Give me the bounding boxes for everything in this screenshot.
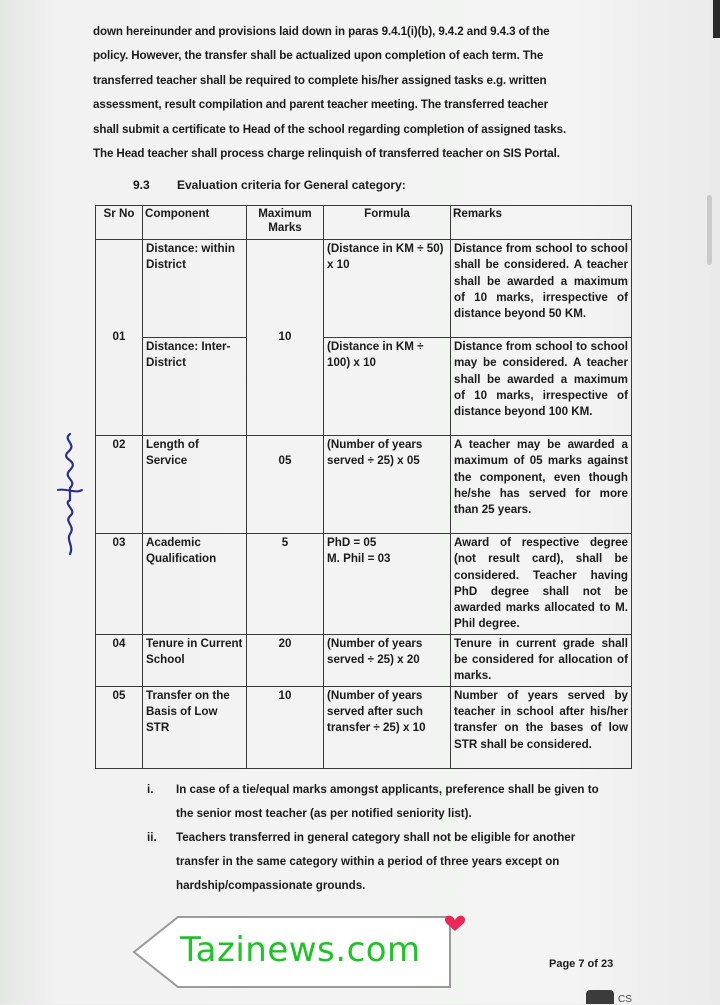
table-row <box>96 436 632 534</box>
scrollbar-thumb[interactable] <box>707 195 712 265</box>
intro-line: The Head teacher shall process charge relinquish of transferred teacher on SIS Portal. <box>93 147 560 161</box>
section-number: 9.3 <box>133 178 150 192</box>
table-row <box>96 240 632 338</box>
cell-max-marks: 10 <box>247 686 324 768</box>
cell-sr: 01 <box>96 240 143 436</box>
cell-component: Distance: within District <box>143 240 247 338</box>
list-item <box>147 778 617 826</box>
list-item <box>147 826 617 898</box>
edge-mark <box>713 0 720 38</box>
header-remarks: Remarks <box>451 206 632 240</box>
table-header-row <box>96 206 632 240</box>
cell-sr: 04 <box>96 634 143 686</box>
cell-formula: (Distance in KM ÷ 50) x 10 <box>324 240 451 338</box>
notes-list <box>147 778 617 898</box>
header-component: Component <box>143 206 247 240</box>
table-row <box>96 634 632 686</box>
cell-max-marks: 10 <box>247 240 324 436</box>
header-formula: Formula <box>324 206 451 240</box>
cell-sr: 05 <box>96 686 143 768</box>
formula-line: M. Phil = 03 <box>327 552 391 566</box>
intro-line: shall submit a certificate to Head of the school regarding completion of assigned tasks. <box>93 122 567 136</box>
formula-line: PhD = 05 <box>327 536 377 549</box>
cell-max-marks: 5 <box>247 534 324 635</box>
scanner-logo <box>586 990 614 1004</box>
cell-remarks: Distance from school to school shall be considered. A teacher shall be awarded a maximum of 10 marks, irrespective of distance beyond 50 KM. <box>451 240 632 338</box>
cell-formula: (Number of years served after such transfer ÷ 25) x 10 <box>324 686 451 768</box>
scanner-brand: CS <box>618 994 632 1005</box>
cell-formula: (Number of years served ÷ 25) x 05 <box>324 436 451 534</box>
page-number: Page 7 of 23 <box>549 958 614 970</box>
cell-formula <box>324 534 451 635</box>
section-heading <box>133 178 406 192</box>
note-marker: ii. <box>147 831 157 844</box>
cell-sr: 02 <box>96 436 143 534</box>
cell-component: Tenure in Current School <box>143 634 247 686</box>
note-text: In case of a tie/equal marks amongst applicants, preference shall be given to the senior most teacher (as per notified seniority list). <box>176 783 599 820</box>
intro-line: policy. However, the transfer shall be actualized upon completion of each term. The <box>93 49 544 63</box>
cell-sr: 03 <box>96 534 143 635</box>
cell-remarks: A teacher may be awarded a maximum of 05 marks against the component, even though he/she has served for more than 25 years. <box>451 436 632 534</box>
table-row <box>96 338 632 436</box>
intro-paragraph <box>93 20 615 166</box>
intro-line: assessment, result compilation and parent teacher meeting. The transferred teacher <box>93 98 549 112</box>
intro-line: transferred teacher shall be required to complete his/her assigned tasks e.g. written <box>93 73 547 87</box>
cell-remarks: Award of respective degree (not result card), shall be considered. Teacher having PhD degree shall not be awarded marks allocated to M. Phil degree. <box>451 534 632 635</box>
cell-remarks: Distance from school to school may be considered. A teacher shall be awarded a maximum of 10 marks, irrespective of distance beyond 100 KM. <box>451 338 632 436</box>
header-sr: Sr No <box>96 206 143 240</box>
cell-remarks: Number of years served by teacher in school after his/her transfer on the bases of low STR shall be considered. <box>451 686 632 768</box>
note-text: Teachers transferred in general category shall not be eligible for another transfer in the same category within a period of three years except on hardship/compassionate grounds. <box>176 831 576 892</box>
watermark-text[interactable]: Tazinews.com <box>180 930 421 970</box>
table-row <box>96 534 632 635</box>
section-title: Evaluation criteria for General category: <box>177 178 406 192</box>
evaluation-criteria-table <box>95 205 632 769</box>
table-row <box>96 686 632 768</box>
cell-component: Length of Service <box>143 436 247 534</box>
header-max-marks: Maximum Marks <box>247 206 324 240</box>
cell-remarks: Tenure in current grade shall be considered for allocation of marks. <box>451 634 632 686</box>
cell-component: Transfer on the Basis of Low STR <box>143 686 247 768</box>
intro-line: down hereinunder and provisions laid down in paras 9.4.1(i)(b), 9.4.2 and 9.4.3 of the <box>93 25 550 38</box>
cell-formula: (Number of years served ÷ 25) x 20 <box>324 634 451 686</box>
cell-component: Academic Qualification <box>143 534 247 635</box>
cell-max-marks: 20 <box>247 634 324 686</box>
note-marker: i. <box>147 783 154 796</box>
cell-component: Distance: Inter-District <box>143 338 247 436</box>
handwritten-signature <box>52 430 88 560</box>
cell-formula: (Distance in KM ÷ 100) x 10 <box>324 338 451 436</box>
cell-max-marks: 05 <box>247 436 324 534</box>
